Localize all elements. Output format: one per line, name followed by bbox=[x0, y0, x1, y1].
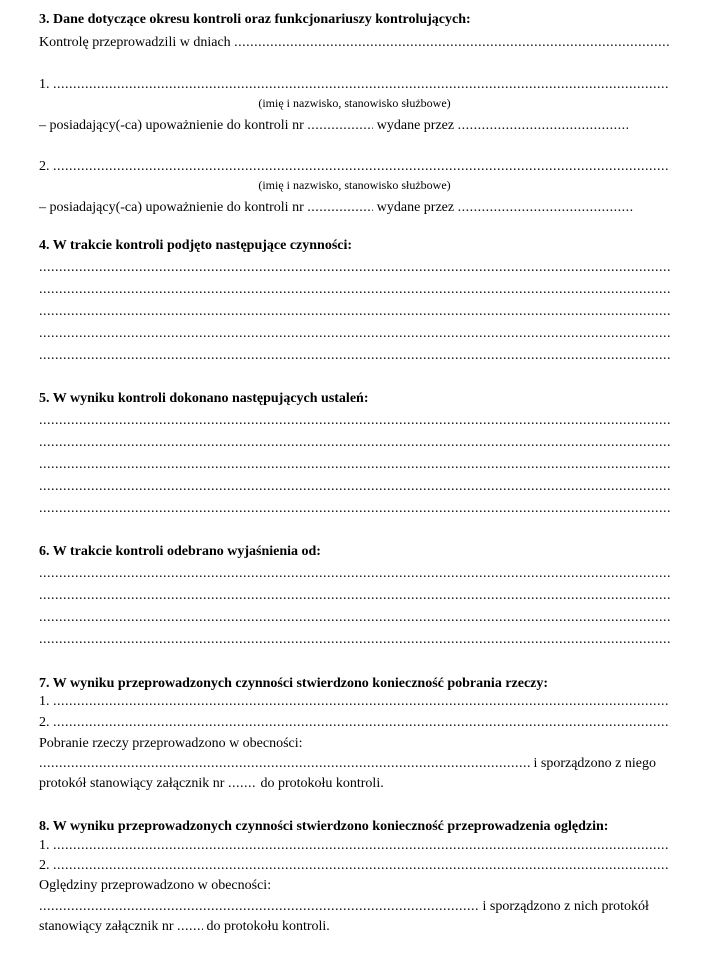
s7-item-1-number: 1. bbox=[39, 694, 50, 709]
s8-presence-label: Oględziny przeprowadzono w obecności: bbox=[39, 878, 272, 893]
s5-blank-line[interactable] bbox=[39, 499, 670, 519]
issued-by-label: wydane przez bbox=[376, 200, 455, 215]
officer-1-field[interactable] bbox=[39, 75, 670, 95]
control-dates-field[interactable] bbox=[39, 33, 670, 53]
s7-presence-label: Pobranie rzeczy przeprowadzono w obecności: bbox=[39, 736, 303, 751]
s7-item-1-field[interactable] bbox=[39, 692, 670, 712]
s4-blank-line[interactable] bbox=[39, 346, 670, 366]
s8-item-1-field[interactable] bbox=[39, 836, 670, 856]
control-dates-label: Kontrolę przeprowadzili w dniach bbox=[39, 35, 231, 50]
officer-1-authorization-line[interactable] bbox=[39, 116, 670, 136]
officer-1-caption: (imię i nazwisko, stanowisko służbowe) bbox=[258, 96, 451, 110]
s8-presence-tail: i sporządzono z nich protokół bbox=[479, 899, 649, 914]
s8-item-2-field[interactable] bbox=[39, 856, 670, 876]
s8-protocol-line[interactable] bbox=[39, 917, 670, 937]
s4-blank-line[interactable] bbox=[39, 302, 670, 322]
officer-1-number: 1. bbox=[39, 77, 50, 92]
s8-protocol-label: stanowiący załącznik nr bbox=[39, 919, 174, 934]
officer-2-caption: (imię i nazwisko, stanowisko służbowe) bbox=[258, 178, 451, 192]
s4-blank-line[interactable] bbox=[39, 258, 670, 278]
issued-by-label: wydane przez bbox=[376, 118, 455, 133]
s8-presence-field[interactable] bbox=[39, 897, 670, 917]
s6-blank-line[interactable] bbox=[39, 564, 670, 584]
section-4-heading: 4. W trakcie kontroli podjęto następujące czynności: bbox=[39, 238, 353, 253]
section-8-heading: 8. W wyniku przeprowadzonych czynności stwierdzono konieczność przeprowadzenia oględzin: bbox=[39, 819, 609, 834]
s6-blank-line[interactable] bbox=[39, 586, 670, 606]
s7-item-2-number: 2. bbox=[39, 715, 50, 730]
authorization-label: – posiadający(-ca) upoważnienie do kontroli nr bbox=[39, 200, 304, 215]
s7-protocol-suffix: do protokołu kontroli. bbox=[260, 776, 384, 791]
officer-2-authorization-line[interactable] bbox=[39, 198, 670, 218]
section-3-heading: 3. Dane dotyczące okresu kontroli oraz funkcjonariuszy kontrolujących: bbox=[39, 12, 471, 27]
authorization-label: – posiadający(-ca) upoważnienie do kontroli nr bbox=[39, 118, 304, 133]
section-7-heading: 7. W wyniku przeprowadzonych czynności stwierdzono konieczność pobrania rzeczy: bbox=[39, 676, 549, 691]
officer-2-field[interactable] bbox=[39, 157, 670, 177]
s7-presence-field[interactable] bbox=[39, 754, 670, 774]
s7-protocol-label: protokół stanowiący załącznik nr bbox=[39, 776, 225, 791]
s4-blank-line[interactable] bbox=[39, 280, 670, 300]
section-6-heading: 6. W trakcie kontroli odebrano wyjaśnienia od: bbox=[39, 544, 321, 559]
s7-protocol-line[interactable] bbox=[39, 774, 670, 794]
s5-blank-line[interactable] bbox=[39, 411, 670, 431]
s6-blank-line[interactable] bbox=[39, 630, 670, 650]
section-5-heading: 5. W wyniku kontroli dokonano następujących ustaleń: bbox=[39, 391, 369, 406]
s7-item-2-field[interactable] bbox=[39, 713, 670, 733]
s5-blank-line[interactable] bbox=[39, 477, 670, 497]
s5-blank-line[interactable] bbox=[39, 433, 670, 453]
s7-presence-tail: i sporządzono z niego bbox=[530, 756, 656, 771]
s5-blank-line[interactable] bbox=[39, 455, 670, 475]
s8-protocol-suffix: do protokołu kontroli. bbox=[206, 919, 330, 934]
officer-2-number: 2. bbox=[39, 159, 50, 174]
s4-blank-line[interactable] bbox=[39, 324, 670, 344]
s8-item-2-number: 2. bbox=[39, 858, 50, 873]
s6-blank-line[interactable] bbox=[39, 608, 670, 628]
s8-item-1-number: 1. bbox=[39, 838, 50, 853]
